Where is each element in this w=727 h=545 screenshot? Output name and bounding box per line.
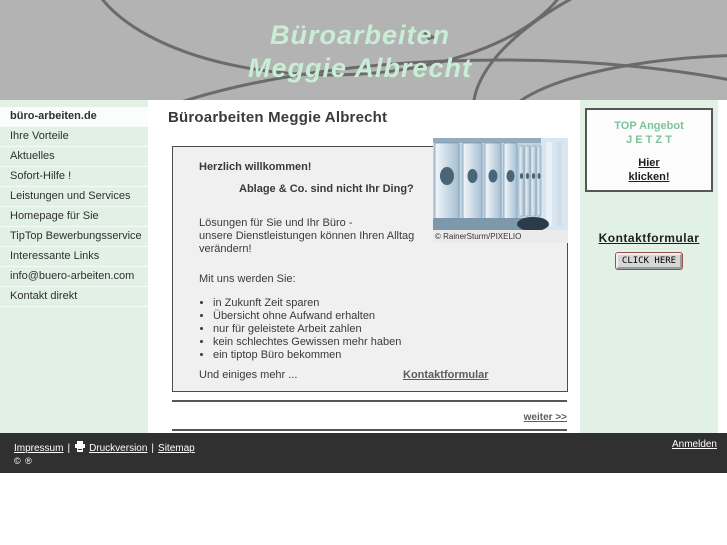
- divider-line: [172, 400, 567, 402]
- top-offer-line2: J E T Z T: [626, 134, 672, 146]
- login-link[interactable]: Anmelden: [671, 439, 717, 450]
- right-sidebar: [580, 100, 718, 433]
- sidebar-item-bewerbungsservice[interactable]: TipTop Bewerbungsservice: [0, 227, 148, 247]
- click-here-link[interactable]: [587, 156, 711, 184]
- sidebar-item-sofort-hilfe[interactable]: Sofort-Hilfe !: [0, 167, 148, 187]
- footer-copyright: © ®: [14, 456, 33, 466]
- impressum-link[interactable]: Impressum: [14, 443, 64, 454]
- more-text: Und einiges mehr ...: [199, 369, 298, 381]
- click-here-line1: Hier: [638, 157, 660, 169]
- next-page-link[interactable]: weiter >>: [523, 412, 567, 423]
- question-text: Ablage & Co. sind nicht Ihr Ding?: [239, 183, 414, 195]
- header-banner: [0, 0, 727, 100]
- site-title-line1: Büroarbeiten: [269, 20, 451, 50]
- footer-separator: |: [151, 443, 155, 454]
- sidebar-item-leistungen[interactable]: Leistungen und Services: [0, 187, 148, 207]
- intro-line: Lösungen für Sie und Ihr Büro -: [199, 217, 353, 229]
- intro-line: unsere Dienstleistungen können Ihren Alltag: [199, 230, 415, 242]
- photo-caption: © RainerSturm/PIXELIO: [433, 230, 568, 243]
- list-intro-text: Mit uns werden Sie:: [199, 273, 296, 285]
- binders-photo-image: [433, 138, 568, 230]
- benefits-list: [173, 297, 583, 362]
- footer-bar: [0, 433, 727, 473]
- binders-photo: [433, 138, 568, 243]
- sidebar-nav: [0, 100, 148, 433]
- welcome-text: Herzlich willkommen!: [199, 161, 312, 173]
- benefit-item: • ein tiptop Büro bekommen: [213, 349, 583, 362]
- benefit-item: • Übersicht ohne Aufwand erhalten: [213, 310, 583, 323]
- sitemap-link[interactable]: Sitemap: [158, 443, 195, 454]
- contact-form-heading-link[interactable]: Kontaktformular: [598, 231, 700, 245]
- page-title: Büroarbeiten Meggie Albrecht: [168, 109, 388, 126]
- sidebar-item-aktuelles[interactable]: Aktuelles: [0, 147, 148, 167]
- contact-form-link[interactable]: Kontaktformular: [403, 369, 489, 381]
- footer-links: [14, 441, 195, 454]
- sidebar-item-links[interactable]: Interessante Links: [0, 247, 148, 267]
- top-offer-box: [585, 108, 713, 192]
- sidebar-item-buero-arbeiten-de[interactable]: büro-arbeiten.de: [0, 107, 148, 127]
- intro-line: verändern!: [199, 243, 252, 255]
- benefit-item: • in Zukunft Zeit sparen: [213, 297, 583, 310]
- sidebar-item-kontakt-direkt[interactable]: Kontakt direkt: [0, 287, 148, 307]
- site-title-line2: Meggie Albrecht: [247, 53, 473, 83]
- click-here-button[interactable]: CLICK HERE: [616, 253, 682, 269]
- top-offer-line1: TOP Angebot: [614, 120, 684, 132]
- click-here-line2: klicken!: [628, 171, 670, 183]
- benefit-item: • kein schlechtes Gewissen mehr haben: [213, 336, 583, 349]
- site-title: [185, 19, 535, 85]
- intro-paragraph: [199, 217, 414, 256]
- sidebar-item-email[interactable]: info@buero-arbeiten.com: [0, 267, 148, 287]
- benefit-item: • nur für geleistete Arbeit zahlen: [213, 323, 583, 336]
- druckversion-link[interactable]: Druckversion: [89, 443, 148, 454]
- footer-separator: |: [67, 443, 71, 454]
- divider-line: [172, 429, 567, 431]
- printer-icon: [74, 441, 86, 452]
- sidebar-item-ihre-vorteile[interactable]: Ihre Vorteile: [0, 127, 148, 147]
- sidebar-item-homepage[interactable]: Homepage für Sie: [0, 207, 148, 227]
